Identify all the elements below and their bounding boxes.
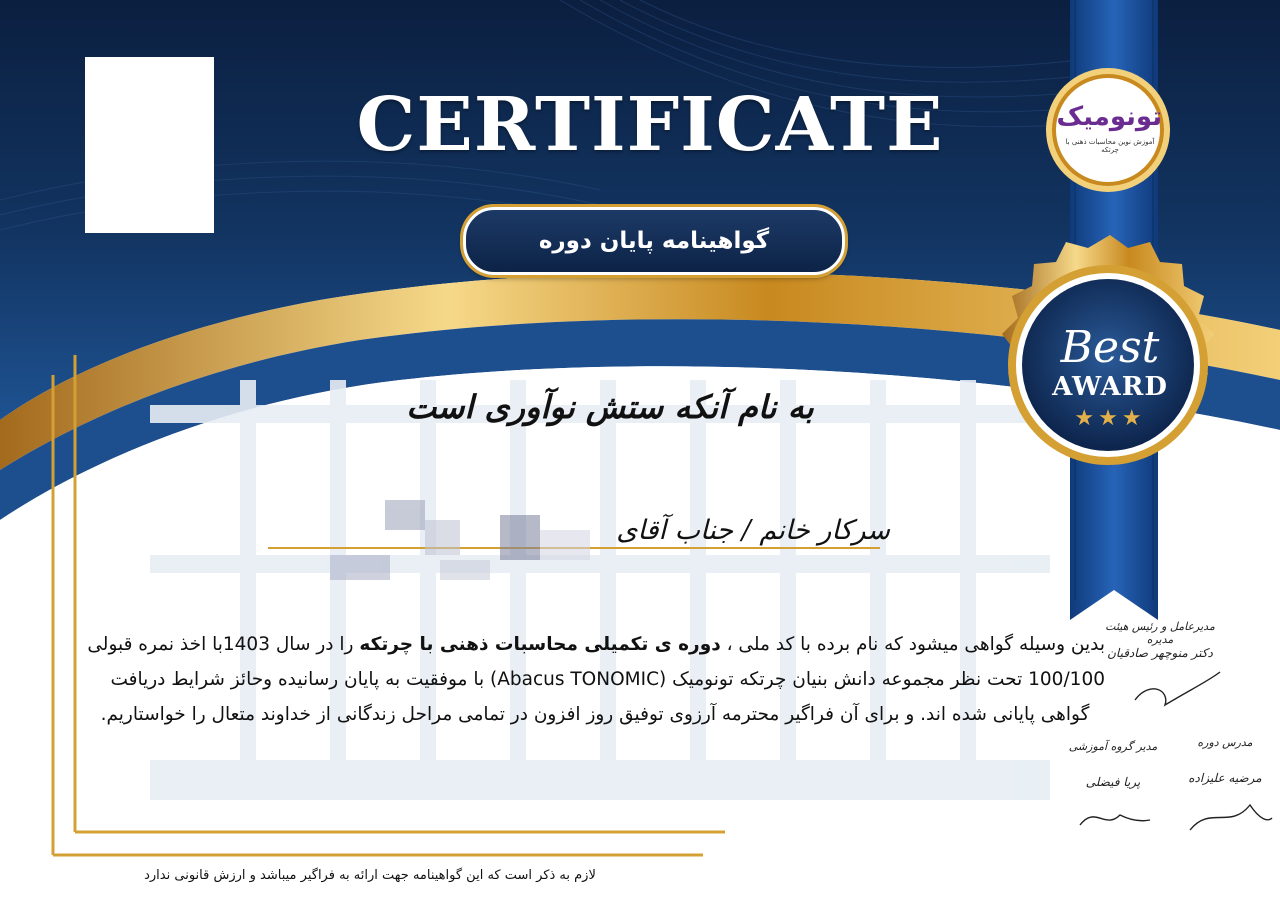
signature-instructor-role: مدرس دوره [1197, 736, 1253, 749]
photo-placeholder [85, 57, 214, 233]
legal-footnote: لازم به ذکر است که این گواهینامه جهت ارائه به فراگیر میباشد و ارزش قانونی ندارد [144, 868, 596, 883]
signature-ceo [1105, 620, 1215, 660]
certificate-title: CERTIFICATE [356, 82, 944, 168]
signature-group-manager [1068, 740, 1158, 789]
signature-instructor [1180, 736, 1270, 785]
body-part-1: بدین وسیله گواهی میشود که نام برده با کد ملی ، [720, 634, 1105, 655]
signature-ceo-role: مدیرعامل و رئیس هیئت مدیره [1105, 620, 1215, 646]
signature-group-manager-role: مدیر گروه آموزشی [1068, 740, 1158, 753]
logo-tagline: آموزش نوین محاسبات ذهنی با چرتکه [1065, 138, 1155, 154]
award-stars-icon: ★★★ [1074, 406, 1146, 431]
certificate-body [85, 627, 1105, 732]
award-label: AWARD [1052, 372, 1168, 402]
signature-ceo-name: دکتر منوچهر صادقیان [1107, 646, 1213, 660]
logo-name: تونومیک [1056, 102, 1162, 132]
signature-group-manager-name: پریا فیضلی [1085, 775, 1141, 789]
body-part-2: را در سال 1403با اخذ نمره قبولی 100/100 تحت نظر مجموعه دانش بنیان چرتکه تونومیک (Abacus TONOMIC) با موفقیت به پایان رسانیده وحائز شرایط دریافت گواهی پایانی شده اند. و برای آن فراگیر محترمه آرزوی توفیق روز افزون در تمامی مراحل زندگانی از خداوند متعال را خواستاریم. [87, 634, 1105, 725]
signature-instructor-name: مرضیه علیزاده [1188, 771, 1262, 785]
subtitle-badge [463, 207, 845, 275]
subtitle-text: گواهینامه پایان دوره [538, 228, 770, 254]
dedication-line: به نام آنکه ستش نوآوری است [406, 388, 814, 426]
recipient-label: سرکار خانم / جناب آقای [616, 515, 890, 546]
course-name: دوره ی تکمیلی محاسبات ذهنی با چرتکه [359, 634, 721, 655]
award-best-text: Best [1060, 322, 1160, 373]
